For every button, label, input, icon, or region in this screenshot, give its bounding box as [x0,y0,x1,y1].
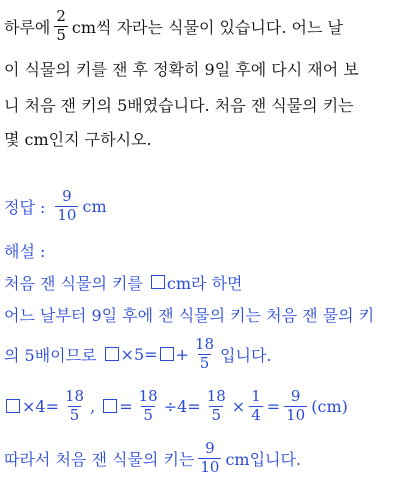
unknown-box [103,399,117,413]
fraction-numerator: 1 [251,387,261,406]
problem-line-3 [4,92,396,116]
fraction-denominator: 5 [211,405,221,424]
answer-label: 정답 : [4,197,46,217]
problem-text: cm씩 자라는 식물이 있습니다. 어느 날 [71,17,343,37]
explanation-text: = [266,396,281,416]
explanation-line-1 [4,270,396,294]
answer-fraction [55,188,78,224]
fraction [54,8,68,44]
explanation-text: ×5= [120,344,158,364]
answer-unit: cm [82,196,107,216]
unknown-box [160,347,174,361]
explanation-text: (cm) [311,396,348,416]
explanation-text: 어느 날부터 9일 후에 잰 식물의 키는 처음 잰 물의 키 [4,305,375,325]
explanation-line-2 [4,302,396,326]
problem-text: 몇 cm인지 구하시오. [4,129,152,149]
explanation-text: , [90,396,96,416]
fraction [205,388,228,424]
fraction-numerator: 9 [62,187,72,206]
unknown-box [105,347,119,361]
explanation-text: 처음 잰 식물의 키를 [4,273,143,293]
fraction-numerator: 9 [205,439,215,458]
fraction-denominator: 10 [286,405,306,424]
explanation-text: 의 5배이므로 [4,345,97,365]
fraction-numerator: 18 [65,387,85,406]
fraction [137,388,160,424]
fraction-numerator: 9 [290,387,301,406]
explanation-line-5 [4,438,396,478]
explanation-text: 입니다. [220,345,272,365]
explanation-text: cm라 하면 [166,273,243,293]
explanation-label-line [4,238,396,262]
fraction-numerator: 2 [56,7,66,26]
explanation-text: ÷4= [163,396,201,416]
problem-text: 이 식물의 키를 잰 후 정확히 9일 후에 다시 재어 보 [4,59,359,79]
explanation-label: 해설 : [4,241,46,261]
explanation-text: ×4= [22,396,59,416]
fraction-denominator: 5 [69,405,80,424]
fraction-denominator: 5 [56,25,66,44]
fraction [193,336,216,372]
explanation-text: × [231,396,246,416]
fraction-denominator: 5 [143,405,153,424]
explanation-line-3 [4,334,396,374]
answer-line [4,186,396,226]
fraction-numerator: 18 [194,335,215,354]
fraction-numerator: 18 [138,387,158,406]
problem-text: 니 처음 잰 키의 5배였습니다. 처음 잰 식물의 키는 [4,95,354,115]
fraction-numerator: 18 [206,387,226,406]
fraction [249,388,263,424]
fraction [284,388,307,424]
problem-line-2 [4,56,396,80]
explanation-text: + [175,344,189,364]
fraction [198,440,221,476]
problem-line-1 [4,6,396,46]
fraction-denominator: 10 [57,205,77,224]
unknown-box [151,275,165,289]
explanation-text: = [119,396,133,416]
fraction-denominator: 5 [199,353,210,372]
fraction [63,388,86,424]
explanation-text: 따라서 처음 잰 식물의 키는 [4,449,195,469]
unknown-box [6,399,20,413]
fraction-denominator: 4 [251,405,261,424]
explanation-line-4 [4,386,396,426]
fraction-denominator: 10 [200,457,220,476]
problem-line-4 [4,126,396,150]
problem-text: 하루에 [4,17,51,37]
explanation-text: cm입니다. [225,449,302,469]
